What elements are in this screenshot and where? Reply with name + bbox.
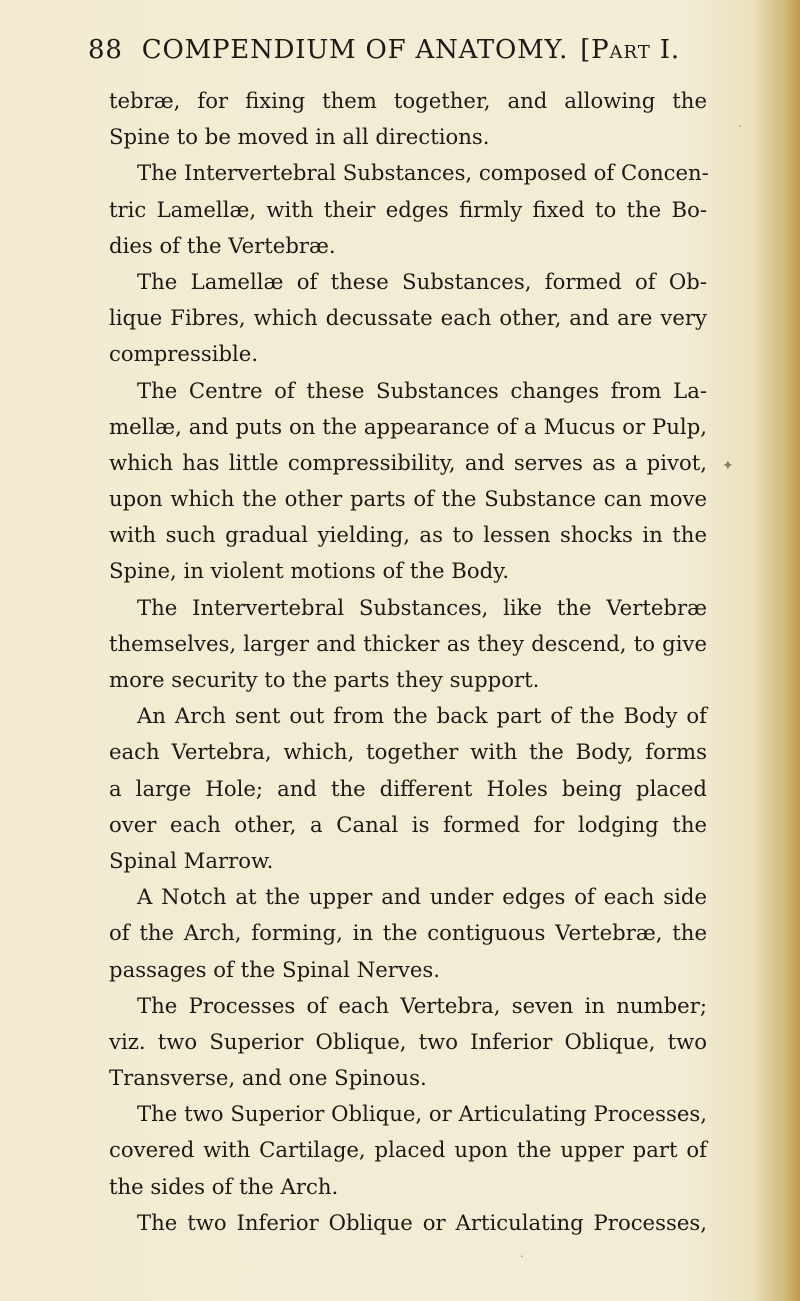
text-line: the sides of the Arch. [109,1173,339,1199]
text-line: each Vertebra, which, together with the Body, forms [109,739,707,765]
text-line: The Lamellæ of these Substances, formed of Ob- [137,268,707,294]
text-line: tric Lamellæ, with their edges firmly fixed to the Bo- [109,196,707,222]
text-line: The two Superior Oblique, or Articulating Processes, [137,1101,707,1127]
text-line: themselves, larger and thicker as they descend, to give [109,630,707,656]
text-line: Spinal Marrow. [109,847,274,873]
text-line: passages of the Spinal Nerves. [109,956,441,982]
text-line: covered with Cartilage, placed upon the upper part of [109,1137,707,1163]
text-line: a large Hole; and the different Holes being placed [109,775,707,801]
text-line: more security to the parts they support. [109,667,540,692]
page-number: 88 [88,35,123,65]
text-line: Transverse, and one Spinous. [109,1065,427,1091]
text-line: Spine to be moved in all directions. [109,124,490,150]
ink-fleck-icon: ✦ [722,458,734,474]
text-line: which has little compressibility, and serves as a pivot, [109,449,707,475]
text-line: lique Fibres, which decussate each other, and are very [109,305,707,331]
part-marker [580,35,680,65]
text-line: compressible. [109,341,259,367]
text-line: The Intervertebral Substances, like the Vertebræ [137,594,707,620]
part-small-caps: ART [609,42,651,63]
text-line: A Notch at the upper and under edges of each side [137,884,707,910]
text-line: Spine, in violent motions of the Body. [109,558,510,584]
text-line: with such gradual yielding, as to lessen shocks in the [109,522,707,548]
text-line: The Processes of each Vertebra, seven in number; [137,992,707,1018]
text-line: viz. two Superior Oblique, two Inferior Oblique, two [109,1028,707,1054]
ink-fleck-icon: · [520,1250,524,1263]
body-text [109,83,707,1241]
text-line: The two Inferior Oblique or Articulating Processes, [137,1209,707,1235]
text-line: of the Arch, forming, in the contiguous Vertebræ, the [109,920,707,946]
text-line: mellæ, and puts on the appearance of a Mucus or Pulp, [109,413,707,439]
running-header [88,34,718,69]
text-line: tebræ, for fixing them together, and allowing the [109,88,707,113]
text-line: An Arch sent out from the back part of the Body of [137,703,707,729]
text-line: The Intervertebral Substances, composed of Concen- [137,160,709,186]
text-line: dies of the Vertebræ. [109,232,336,258]
running-title: COMPENDIUM OF ANATOMY. [141,35,569,65]
text-line: over each other, a Canal is formed for lodging the [109,811,707,837]
part-bracket: [P [580,35,610,65]
part-number: I. [650,35,680,65]
text-line: The Centre of these Substances changes from La- [137,377,707,403]
ink-fleck-icon: · [738,120,742,133]
text-line: upon which the other parts of the Substance can move [109,486,707,512]
page-edge-shadow [786,0,800,1301]
